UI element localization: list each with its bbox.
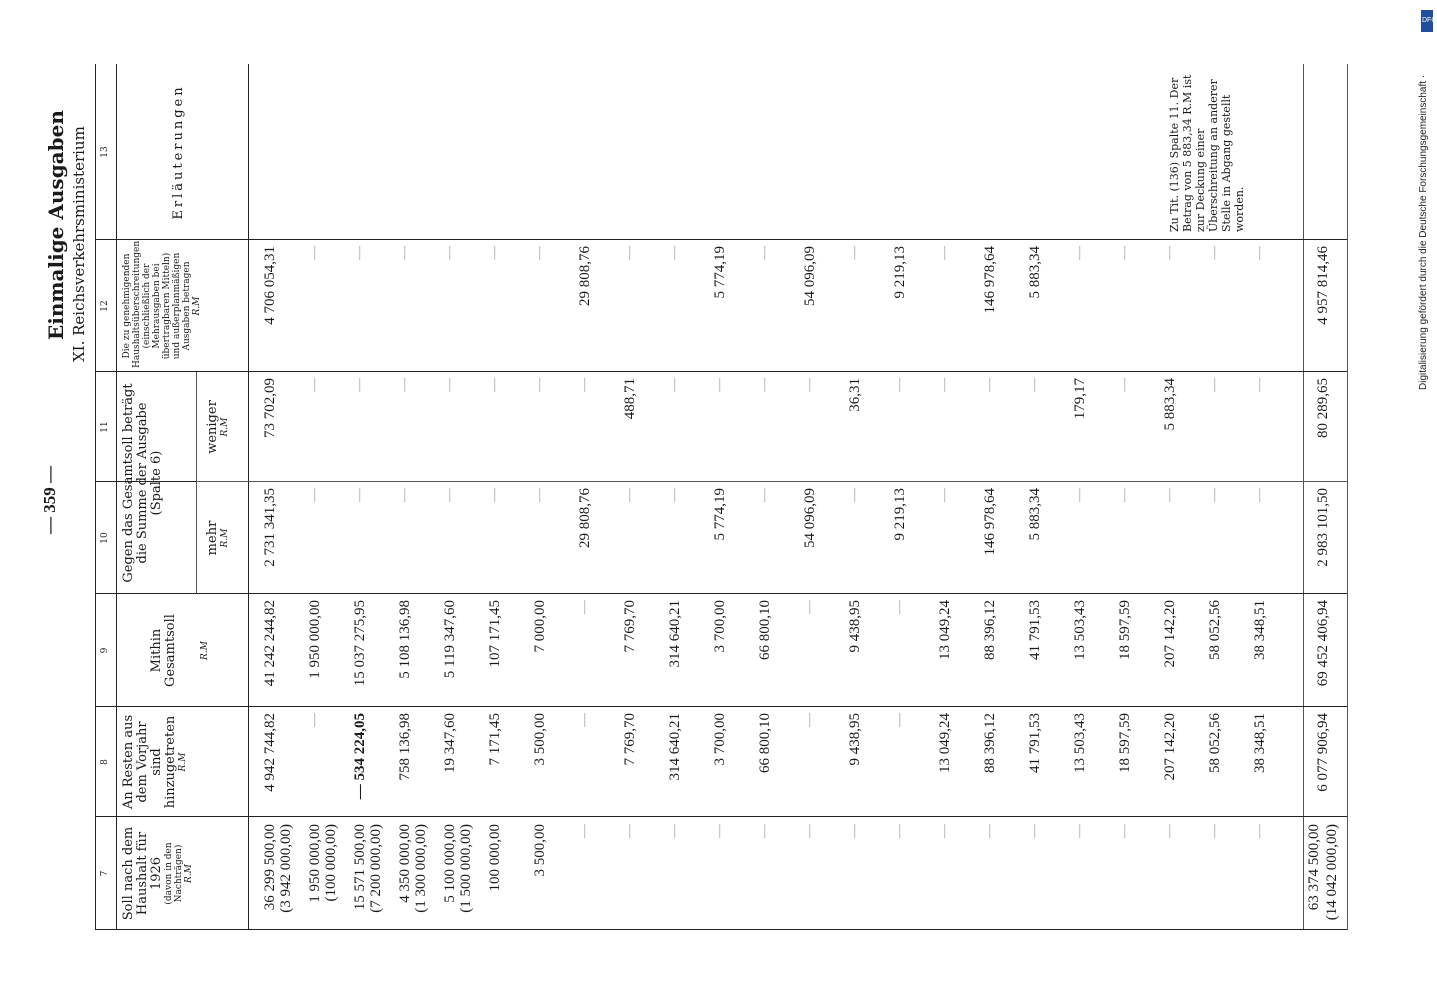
cell-c9: 41 791,53	[1027, 600, 1043, 660]
column-number-rule	[116, 64, 117, 930]
cell-c9: 7 000,00	[532, 600, 548, 653]
cell-c8: 3 500,00	[532, 713, 548, 766]
cell-c11: —	[352, 378, 367, 392]
total-reste: 6 077 906,94	[1315, 713, 1331, 792]
cell-c12: —	[1207, 246, 1222, 260]
totals-rule	[1303, 64, 1304, 930]
cell-c7: —	[1207, 824, 1222, 838]
cell-c9: 7 769,70	[622, 600, 638, 653]
cell-c12: —	[1162, 246, 1177, 260]
cell-c7: —	[1162, 824, 1177, 838]
table-top-rule	[95, 64, 96, 930]
cell-c8: 19 347,60	[442, 713, 458, 773]
cell-c8: —	[892, 713, 907, 727]
explanatory-note: Zu Tit. (136) Spalte 11. Der Betrag von 5 883,34 R.M ist zur Deckung einer Überschreitung an anderer Stelle in Abgang gestellt worden.	[1168, 74, 1246, 232]
colnum-8: 8	[100, 759, 110, 765]
cell-c12: —	[1117, 246, 1132, 260]
header-erlaeuterungen: Erläuterungen	[171, 84, 186, 220]
header-mehr: mehr R.M	[205, 520, 230, 556]
cell-c12: —	[1252, 246, 1267, 260]
cell-c7: 4 350 000,00	[397, 824, 413, 903]
cell-c7: 36 299 500,00	[262, 824, 278, 911]
cell-c7: —	[802, 824, 817, 838]
header-bottom-rule	[248, 64, 249, 930]
cell-c7: —	[1252, 824, 1267, 838]
cell-c11: 488,71	[622, 378, 638, 420]
cell-c11: —	[442, 378, 457, 392]
cell-c8: 9 438,95	[847, 713, 863, 766]
colnum-9: 9	[100, 647, 110, 654]
colnum-7: 7	[100, 870, 110, 877]
cell-c9: 18 597,59	[1117, 600, 1133, 660]
cell-c9: 1 950 000,00	[307, 600, 323, 679]
cell-c11: 5 883,34	[1162, 378, 1178, 431]
cell-c7: —	[757, 824, 772, 838]
cell-c9: 38 348,51	[1252, 600, 1268, 660]
cell-c12: 9 219,13	[892, 246, 908, 299]
cell-c10: —	[442, 488, 457, 502]
page-number: — 359 —	[40, 466, 59, 534]
cell-c11: —	[1027, 378, 1042, 392]
cell-c8: 88 396,12	[982, 713, 998, 773]
cell-c7: —	[1117, 824, 1132, 838]
cell-c9: 15 037 275,95	[352, 600, 368, 687]
cell-c12: —	[937, 246, 952, 260]
cell-c9: 314 640,21	[667, 600, 683, 668]
cell-c12: 5 883,34	[1027, 246, 1043, 299]
cell-c9: 9 438,95	[847, 600, 863, 653]
cell-c11: —	[1117, 378, 1132, 392]
cell-c12: 29 808,76	[577, 246, 593, 306]
total-soll-nachtraege: (14 042 000,00)	[1324, 824, 1340, 921]
cell-c8: 38 348,51	[1252, 713, 1268, 773]
cell-c8: 7 769,70	[622, 713, 638, 766]
cell-c11: —	[532, 378, 547, 392]
header-reste: An Resten aus dem Vorjahr sind hinzugetreten R.M	[121, 714, 188, 810]
cell-c9: 13 049,24	[937, 600, 953, 660]
col-sep-6	[95, 239, 1347, 240]
cell-c12: —	[622, 246, 637, 260]
cell-c11: —	[982, 378, 997, 392]
cell-c8: 18 597,59	[1117, 713, 1133, 773]
cell-c7: —	[622, 824, 637, 838]
cell-c7-nachtraege: (1 300 000,00)	[413, 824, 429, 913]
cell-c11: —	[1207, 378, 1222, 392]
cell-c12: —	[307, 246, 322, 260]
cell-c11: —	[892, 378, 907, 392]
cell-c8: 13 503,43	[1072, 713, 1088, 773]
cell-c10: —	[1117, 488, 1132, 502]
cell-c8: 314 640,21	[667, 713, 683, 781]
cell-c10: —	[352, 488, 367, 502]
cell-c12: —	[667, 246, 682, 260]
cell-c10: —	[307, 488, 322, 502]
cell-c12: —	[487, 246, 502, 260]
cell-c11: —	[397, 378, 412, 392]
cell-c7: 5 100 000,00	[442, 824, 458, 903]
cell-c7: —	[937, 824, 952, 838]
cell-c9: 41 242 244,82	[262, 600, 278, 687]
cell-c7: —	[667, 824, 682, 838]
total-soll: 63 374 500,00	[1306, 824, 1322, 911]
cell-c7: 15 571 500,00	[352, 824, 368, 911]
total-ueberschreitungen: 4 957 814,46	[1315, 246, 1331, 325]
cell-c9: 66 800,10	[757, 600, 773, 660]
total-gesamtsoll: 69 452 406,94	[1315, 600, 1331, 687]
cell-c10: —	[1207, 488, 1222, 502]
header-gesamtsoll: Mithin Gesamtsoll R.M	[149, 614, 210, 687]
cell-c12: —	[1072, 246, 1087, 260]
cell-c12: 54 096,09	[802, 246, 818, 306]
cell-c11: —	[577, 378, 592, 392]
colnum-12: 12	[100, 300, 110, 312]
cell-c8: 207 142,20	[1162, 713, 1178, 781]
cell-c10: —	[757, 488, 772, 502]
cell-c10: —	[667, 488, 682, 502]
header-weniger: weniger R.M	[205, 400, 230, 454]
cell-c10: —	[487, 488, 502, 502]
cell-c12: —	[532, 246, 547, 260]
cell-c11: —	[802, 378, 817, 392]
cell-c9: 5 119 347,60	[442, 600, 458, 679]
cell-c12: —	[442, 246, 457, 260]
cell-c12: —	[397, 246, 412, 260]
colnum-10: 10	[100, 532, 110, 544]
cell-c7: —	[712, 824, 727, 838]
cell-c7: 100 000,00	[487, 824, 503, 892]
total-mehr: 2 983 101,50	[1315, 488, 1331, 567]
cell-c12: —	[757, 246, 772, 260]
mehr-weniger-rule	[196, 372, 197, 594]
cell-c10: 5 883,34	[1027, 488, 1043, 541]
cell-c9: —	[892, 600, 907, 614]
cell-c8: — 534 224,05	[352, 713, 368, 800]
cell-c11: —	[937, 378, 952, 392]
cell-c8: 3 700,00	[712, 713, 728, 766]
cell-c9: 13 503,43	[1072, 600, 1088, 660]
cell-c10: —	[622, 488, 637, 502]
cell-c8: 758 136,98	[397, 713, 413, 781]
cell-c11: —	[712, 378, 727, 392]
cell-c10: 146 978,64	[982, 488, 998, 556]
cell-c8: 4 942 744,82	[262, 713, 278, 792]
cell-c9: 107 171,45	[487, 600, 503, 668]
header-vergleich: Gegen das Gesamtsoll beträgt die Summe der Ausgabe (Spalte 6)	[121, 383, 164, 583]
cell-c7: 3 500,00	[532, 824, 548, 877]
cell-c8: 13 049,24	[937, 713, 953, 773]
cell-c11: 36,31	[847, 378, 863, 412]
cell-c12: —	[352, 246, 367, 260]
cell-c12: 4 706 054,31	[262, 246, 278, 325]
cell-c7-nachtraege: (7 200 000,00)	[368, 824, 384, 913]
cell-c9: 3 700,00	[712, 600, 728, 653]
cell-c12: —	[847, 246, 862, 260]
cell-c11: —	[757, 378, 772, 392]
cell-c8: —	[307, 713, 322, 727]
cell-c7: 1 950 000,00	[307, 824, 323, 903]
cell-c7: —	[1072, 824, 1087, 838]
colnum-13: 13	[100, 146, 110, 158]
cell-c8: —	[802, 713, 817, 727]
header-soll: Soll nach dem Haushalt für 1926 (davon in den Nachträgen) R.M	[121, 826, 194, 921]
total-weniger: 80 289,65	[1315, 378, 1331, 438]
table-bottom-rule	[1347, 64, 1348, 930]
cell-c8: 58 052,56	[1207, 713, 1223, 773]
cell-c10: —	[1252, 488, 1267, 502]
cell-c10: —	[397, 488, 412, 502]
cell-c7: —	[982, 824, 997, 838]
cell-c11: —	[1252, 378, 1267, 392]
cell-c10: 54 096,09	[802, 488, 818, 548]
cell-c9: 5 108 136,98	[397, 600, 413, 679]
cell-c10: —	[937, 488, 952, 502]
cell-c7: —	[577, 824, 592, 838]
cell-c10: 29 808,76	[577, 488, 593, 548]
dfg-logo: DFG	[1421, 10, 1433, 32]
cell-c11: —	[667, 378, 682, 392]
cell-c7: —	[847, 824, 862, 838]
cell-c8: —	[577, 713, 592, 727]
page-subtitle: XI. Reichsverkehrsministerium	[70, 126, 88, 362]
cell-c9: 88 396,12	[982, 600, 998, 660]
cell-c10: 5 774,19	[712, 488, 728, 541]
cell-c10: 9 219,13	[892, 488, 908, 541]
cell-c7-nachtraege: (1 500 000,00)	[458, 824, 474, 913]
cell-c10: —	[532, 488, 547, 502]
cell-c7: —	[892, 824, 907, 838]
cell-c11: —	[307, 378, 322, 392]
colnum-11: 11	[100, 421, 110, 433]
cell-c9: —	[577, 600, 592, 614]
cell-c9: 58 052,56	[1207, 600, 1223, 660]
cell-c10: —	[1072, 488, 1087, 502]
cell-c8: 41 791,53	[1027, 713, 1043, 773]
cell-c11: 73 702,09	[262, 378, 278, 438]
cell-c8: 66 800,10	[757, 713, 773, 773]
cell-c9: —	[802, 600, 817, 614]
cell-c8: 7 171,45	[487, 713, 503, 766]
cell-c7-nachtraege: (3 942 000,00)	[278, 824, 294, 913]
cell-c12: 5 774,19	[712, 246, 728, 299]
cell-c10: 2 731 341,35	[262, 488, 278, 567]
cell-c7: —	[1027, 824, 1042, 838]
cell-c10: —	[847, 488, 862, 502]
page-title: Einmalige Ausgaben	[44, 110, 68, 340]
cell-c7-nachtraege: (100 000,00)	[323, 824, 339, 902]
cell-c10: —	[1162, 488, 1177, 502]
header-ueberschreitungen: Die zu genehmigenden Haushaltsüberschreitungen (einschließlich der Mehrausgaben bei übertragbaren Mitteln) und außerplanmäßigen Ausgaben betragen R.M	[122, 240, 202, 368]
cell-c12: 146 978,64	[982, 246, 998, 314]
cell-c11: —	[487, 378, 502, 392]
cell-c11: 179,17	[1072, 378, 1088, 420]
cell-c9: 207 142,20	[1162, 600, 1178, 668]
